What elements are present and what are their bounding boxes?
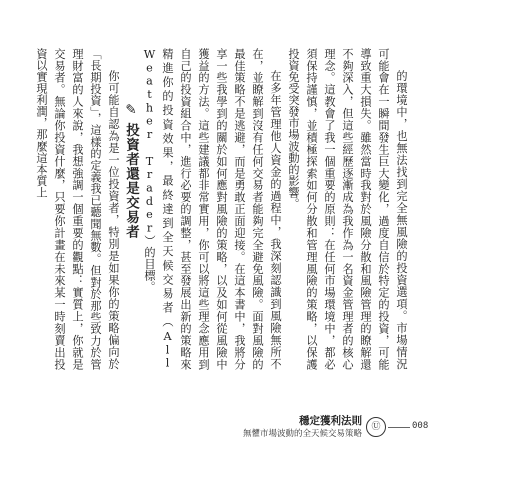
footer-rule xyxy=(388,427,410,428)
footer-book-title: 穩定獲利法則 xyxy=(299,415,362,427)
pen-icon: ✎ xyxy=(123,102,139,119)
footer-subtitle: 無懼市場波動的全天候交易策略 xyxy=(242,429,362,439)
page-number: 008 xyxy=(412,421,429,431)
paragraph: 你可能自認為是一位投資者，特別是如果你的策略偏向於「長期投資」，這樣的定義我已聽聞無數。但對於那些致力於管理財富的人來說，我想強調一個重要的觀點：實質上，你就是交易者。無論你投資什麼，只要你計畫在未來某一時刻賣出投資以實現利潤，那麼這本質上 xyxy=(35,48,120,370)
paragraph: 的環境中，也無法找到完全無風險的投資選項。市場情況可能會在一瞬間發生巨大變化，過度自信於特定的投資，可能導致重大損失。雖然當時我對於風險分散和風險管理的瞭解還不夠深入，但這些經歷逐漸成為我作為一名資金管理者的核心理念。這教會了我一個重要的原則：在任何市場環境中，都必須保持謹慎，並積極探索如何分散和管理風險的策略，以保護投資免受突發市場波動的影響。 xyxy=(287,48,408,370)
paragraph: 在多年管理他人資金的過程中，我深刻認識到風險無所不在，並瞭解到沒有任何交易者能夠完全避免風險。面對風險的最佳策略不是逃避，而是勇敢正面迎接。在這本書中，我將分享一些我學到的關於如何應對風險的策略，以及如何從風險中獲益的方法。這些建議都非常實用，你可以將這些理念應用到自己的投資組合中，進行必要的調整，甚至發展出新的策略來精進你的投資效果，最終達到全天候交易者（All Weather Trader）的目標。 xyxy=(143,48,282,370)
section-heading xyxy=(122,48,140,370)
page-footer xyxy=(230,413,430,447)
body-text xyxy=(35,48,410,370)
section-heading-text: 投資者還是交易者 xyxy=(123,123,139,239)
circle-icon: Ⓤ xyxy=(366,417,386,437)
